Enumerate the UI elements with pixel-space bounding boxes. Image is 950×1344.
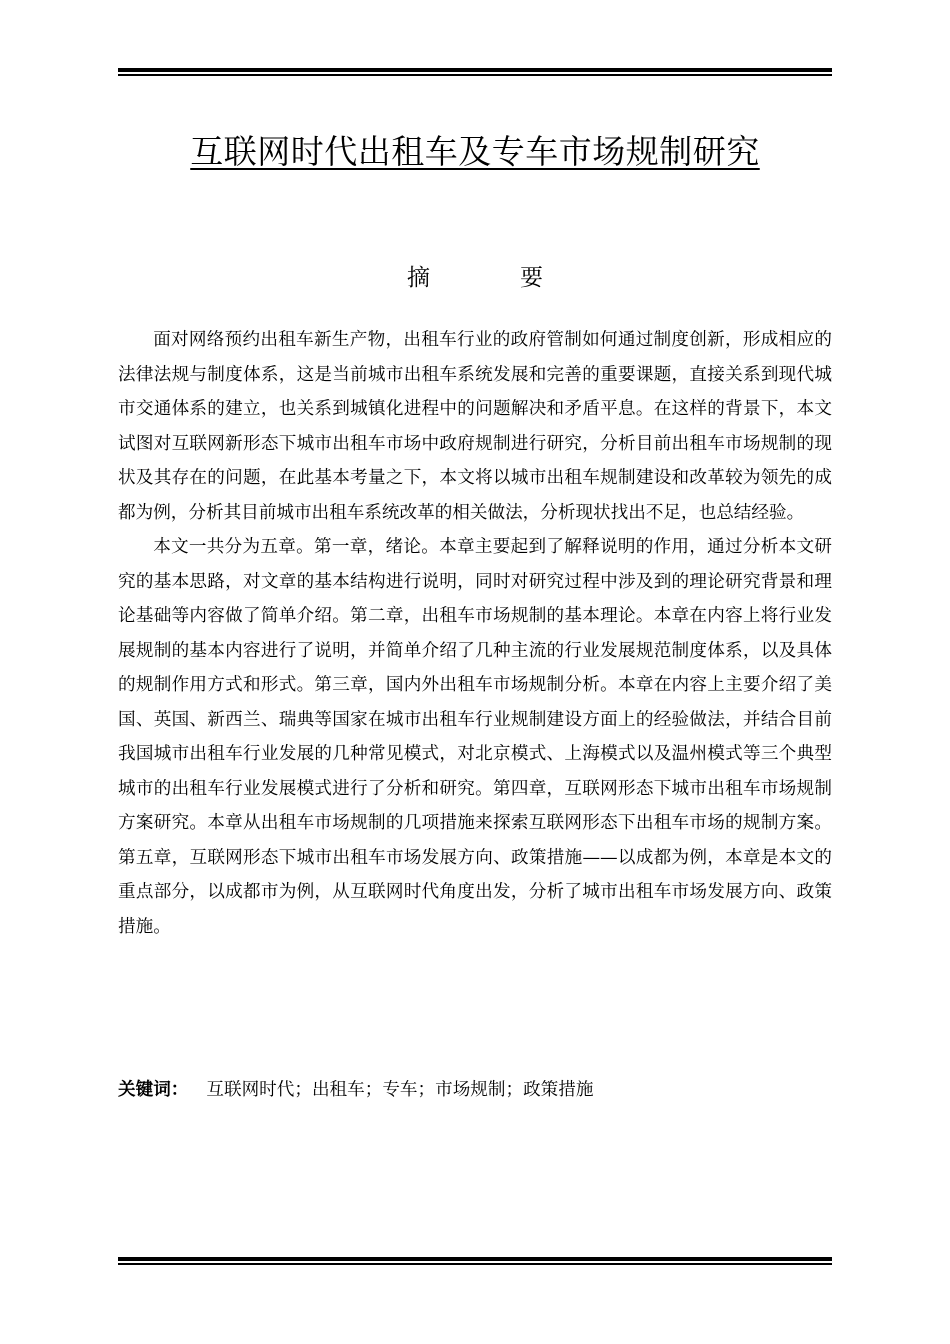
bottom-rule-thin-line [118, 1263, 832, 1265]
abstract-heading: 摘要 [407, 265, 633, 291]
bottom-double-rule [118, 1257, 832, 1265]
keywords-line [118, 1073, 832, 1108]
top-rule-thin-line [118, 74, 832, 76]
keywords-label: 关键词： [118, 1080, 189, 1100]
abstract-body [118, 323, 832, 944]
top-double-rule [118, 68, 832, 76]
keywords-list: 互联网时代；出租车；专车；市场规制；政策措施 [206, 1080, 594, 1100]
abstract-paragraph-1: 面对网络预约出租车新生产物，出租车行业的政府管制如何通过制度创新，形成相应的法律法规与制度体系，这是当前城市出租车系统发展和完善的重要课题，直接关系到现代城市交通体系的建立，也关系到城镇化进程中的问题解决和矛盾平息。在这样的背景下，本文试图对互联网新形态下城市出租车市场中政府规制进行研究，分析目前出租车市场规制的现状及其存在的问题，在此基本考量之下，本文将以城市出租车规制建设和改革较为领先的成都为例，分析其目前城市出租车系统改革的相关做法，分析现状找出不足，也总结经验。 [118, 330, 832, 523]
top-rule-thick-line [118, 68, 832, 72]
abstract-paragraph-2: 本文一共分为五章。第一章，绪论。本章主要起到了解释说明的作用，通过分析本文研究的基本思路，对文章的基本结构进行说明，同时对研究过程中涉及到的理论研究背景和理论基础等内容做了简单介绍。第二章，出租车市场规制的基本理论。本章在内容上将行业发展规制的基本内容进行了说明，并简单介绍了几种主流的行业发展规范制度体系，以及具体的规制作用方式和形式。第三章，国内外出租车市场规制分析。本章在内容上主要介绍了美国、英国、新西兰、瑞典等国家在城市出租车行业规制建设方面上的经验做法，并结合目前我国城市出租车行业发展的几种常见模式，对北京模式、上海模式以及温州模式等三个典型城市的出租车行业发展模式进行了分析和研究。第四章，互联网形态下城市出租车市场规制方案研究。本章从出租车市场规制的几项措施来探索互联网形态下出租车市场的规制方案。第五章，互联网形态下城市出租车市场发展方向、政策措施——以成都为例，本章是本文的重点部分，以成都市为例，从互联网时代角度出发，分析了城市出租车市场发展方向、政策措施。 [118, 537, 832, 937]
document-title: 互联网时代出租车及专车市场规制研究 [190, 132, 760, 171]
bottom-rule-thick-line [118, 1257, 832, 1261]
